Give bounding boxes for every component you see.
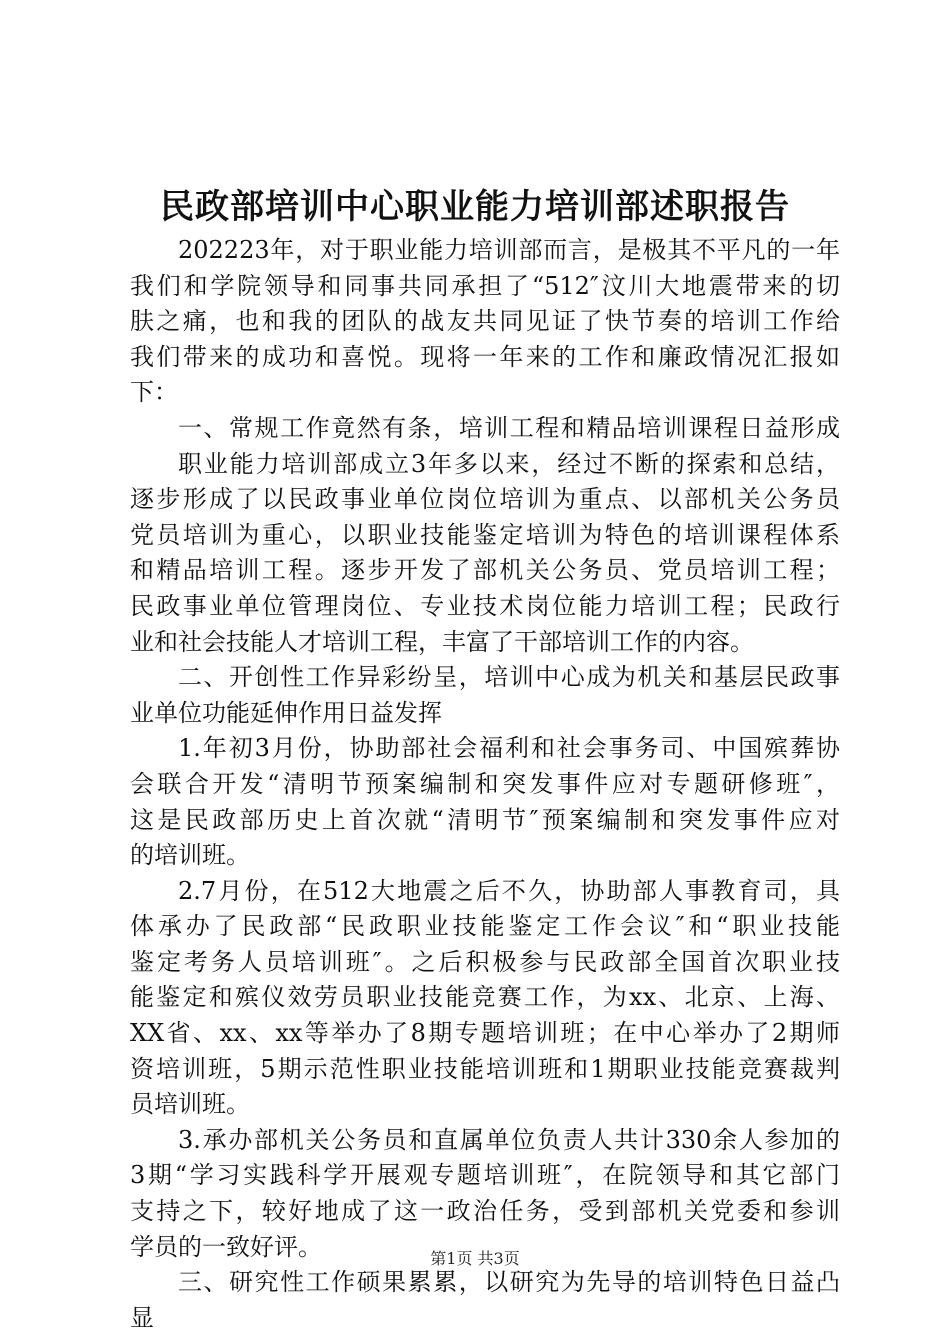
text-line: 这是民政部历史上首次就“清明节″预案编制和突发事件应对 — [130, 805, 840, 834]
text-line: 3期“学习实践科学开展观专题培训班″，在院领导和其它部门 — [130, 1161, 840, 1190]
text-line: 的培训班。 — [130, 841, 250, 870]
text-line: 学员的一致好评。 — [130, 1232, 322, 1261]
text-line: 肤之痛，也和我的团队的战友共同见证了快节奏的培训工作给 — [130, 307, 840, 336]
text-line: XX省、xx、xx等举办了8期专题培训班；在中心举办了2期师 — [130, 1019, 840, 1048]
text-line: 1.年初3月份，协助部社会福利和社会事务司、中国殡葬协 — [178, 734, 840, 763]
text-line: 鉴定考务人员培训班″。之后积极参与民政部全国首次职业技 — [130, 947, 840, 976]
text-line: 党员培训为重心，以职业技能鉴定培训为特色的培训课程体系 — [130, 520, 840, 549]
text-line: 2.7月份，在512大地震之后不久，协助部人事教育司，具 — [178, 876, 840, 905]
text-line: 202223年，对于职业能力培训部而言，是极其不平凡的一年 — [178, 236, 840, 264]
text-line: 逐步形成了以民政事业单位岗位培训为重点、以部机关公务员 — [130, 485, 840, 514]
text-line: 员培训班。 — [130, 1090, 250, 1119]
text-line: 一、常规工作竟然有条，培训工程和精品培训课程日益形成 — [178, 413, 840, 442]
document-body — [130, 233, 840, 1336]
page-number-footer: 第1页 共3页 — [430, 1249, 520, 1268]
document-title: 民政部培训中心职业能力培训部述职报告 — [160, 187, 790, 227]
text-line: 体承办了民政部“民政职业技能鉴定工作会议″和“职业技能 — [130, 912, 840, 941]
text-line: 我们和学院领导和同事共同承担了“512″汶川大地震带来的切 — [130, 271, 840, 300]
text-line: 业单位功能延伸作用日益发挥 — [130, 698, 442, 727]
text-line: 能鉴定和殡仪效劳员职业技能竞赛工作，为xx、北京、上海、 — [130, 983, 840, 1012]
text-line: 3.承办部机关公务员和直属单位负责人共计330余人参加的 — [178, 1125, 840, 1154]
text-line: 我们带来的成功和喜悦。现将一年来的工作和廉政情况汇报如 — [130, 342, 840, 371]
text-line: 业和社会技能人才培训工程，丰富了干部培训工作的内容。 — [130, 627, 754, 656]
text-line: 会联合开发“清明节预案编制和突发事件应对专题研修班″， — [130, 769, 840, 798]
text-line: 资培训班，5期示范性职业技能培训班和1期职业技能竞赛裁判 — [130, 1054, 840, 1083]
text-line: 二、开创性工作异彩纷呈，培训中心成为机关和基层民政事 — [178, 663, 840, 692]
text-line: 和精品培训工程。逐步开发了部机关公务员、党员培训工程； — [130, 556, 840, 585]
text-line: 民政事业单位管理岗位、专业技术岗位能力培训工程；民政行 — [130, 591, 840, 620]
text-line: 下： — [130, 378, 178, 407]
text-line: 职业能力培训部成立3年多以来，经过不断的探索和总结， — [178, 449, 840, 478]
text-line: 显 — [130, 1303, 154, 1332]
text-line: 支持之下，较好地成了这一政治任务，受到部机关党委和参训 — [130, 1197, 840, 1226]
text-line: 三、研究性工作硕果累累，以研究为先导的培训特色日益凸 — [178, 1268, 840, 1297]
